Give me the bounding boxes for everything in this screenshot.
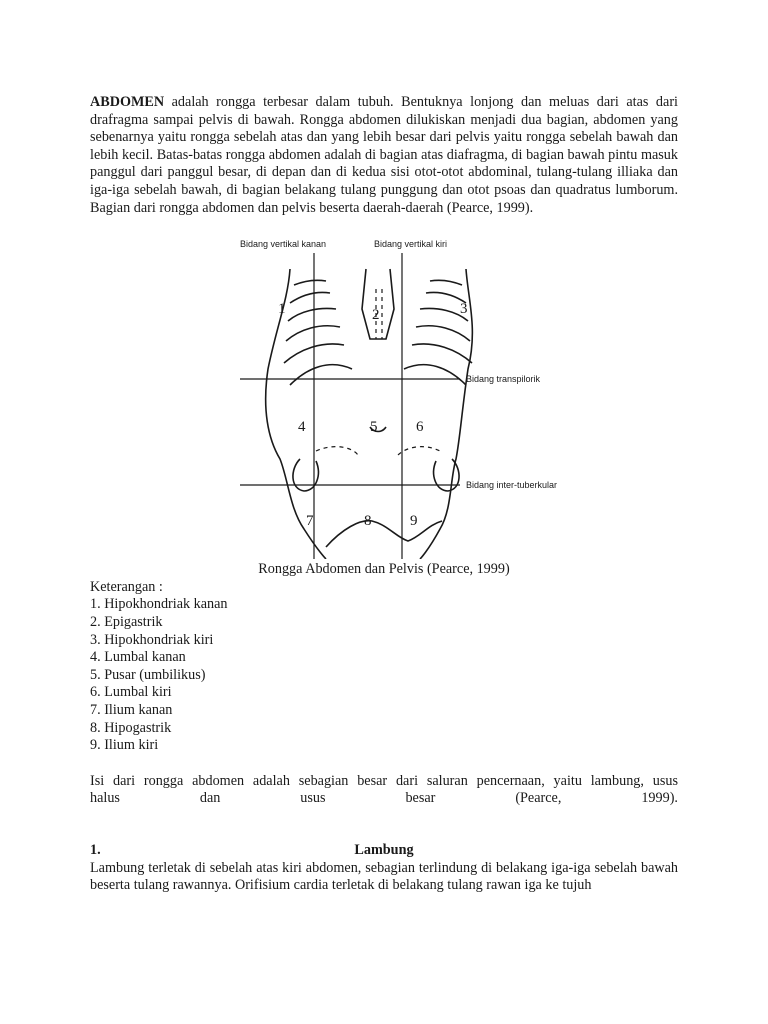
rib-right-4 bbox=[416, 326, 470, 341]
section-number: 1. bbox=[90, 841, 101, 858]
contents-word: besar bbox=[405, 790, 436, 807]
legend-item: 5. Pusar (umbilikus) bbox=[90, 666, 206, 683]
contents-paragraph bbox=[90, 773, 678, 808]
rib-left-6 bbox=[290, 365, 352, 385]
label-vertical-left: Bidang vertikal kiri bbox=[374, 239, 448, 250]
legend-item: 2. Epigastrik bbox=[90, 613, 163, 630]
legend-item: 6. Lumbal kiri bbox=[90, 684, 172, 701]
rib-left-1 bbox=[294, 280, 326, 285]
region-number-1: 1 bbox=[278, 301, 286, 318]
region-number-2: 2 bbox=[372, 307, 380, 324]
rib-left-3 bbox=[288, 309, 336, 322]
legend-item: 8. Hipogastrik bbox=[90, 719, 172, 736]
contents-line-2 bbox=[90, 790, 678, 808]
region-number-9: 9 bbox=[410, 513, 418, 530]
figure-caption: Rongga Abdomen dan Pelvis (Pearce, 1999) bbox=[258, 561, 510, 578]
label-transpyloric: Bidang transpilorik bbox=[466, 374, 541, 385]
legend-item: 9. Ilium kiri bbox=[90, 737, 159, 754]
legend-item: 3. Hipokhondriak kiri bbox=[90, 631, 214, 648]
legend-item: 1. Hipokhondriak kanan bbox=[90, 596, 228, 613]
iliac-crest-right bbox=[434, 459, 459, 491]
label-vertical-right: Bidang vertikal kanan bbox=[240, 239, 327, 250]
contents-line-1: Isi dari rongga abdomen adalah sebagian besar dari saluran pencernaan, yaitu lambung, usus bbox=[90, 772, 678, 789]
reference-planes bbox=[240, 253, 460, 559]
intro-bold-term: ABDOMEN bbox=[90, 94, 165, 110]
legend-item: 4. Lumbal kanan bbox=[90, 649, 186, 666]
contents-word: usus bbox=[300, 790, 326, 807]
dashed-curve-right bbox=[398, 447, 440, 455]
torso-left-edge bbox=[266, 269, 326, 559]
contents-word: (Pearce, bbox=[515, 790, 562, 807]
section-paragraph: Lambung terletak di sebelah atas kiri abdomen, sebagian terlindung di belakang iga-iga sebelah bawah beserta tulang rawannya. Orifisium cardia terletak di belakang tulang rawan iga ke tujuh bbox=[90, 859, 678, 894]
region-number-3: 3 bbox=[460, 301, 468, 318]
rib-left-4 bbox=[286, 326, 340, 341]
region-numbers bbox=[278, 301, 468, 529]
legend-title: Keterangan : bbox=[90, 578, 163, 595]
pelvis-curve bbox=[326, 521, 442, 547]
dashed-curve-left bbox=[316, 447, 358, 455]
rib-right-1 bbox=[430, 280, 462, 285]
intro-text: adalah rongga terbesar dalam tubuh. Bentuknya lonjong dan meluas dari atas dari drafragma sampai pelvis di bawah. Rongga abdomen dilukiskan menjadi dua bagian, abdomen yang sebenarnya yaitu rongga sebelah atas dan yang lebih besar dari pelvis yaitu rongga sebelah bawah dan lebih kecil. Batas-batas rongga abdomen adalah di bagian atas diafragma, di bagian bawah pintu masuk panggul dari panggul besar, di depan dan di kedua sisi otot-otot abdominal, tulang-tulang illiaka dan iga-iga sebelah bawah, di bagian belakang tulang punggung dan otot psoas dan quadratus lumborum. Bagian dari rongga abdomen dan pelvis beserta daerah-daerah (Pearce, 1999). bbox=[90, 94, 678, 216]
rib-left-2 bbox=[290, 293, 330, 304]
legend bbox=[90, 579, 678, 755]
plane-labels bbox=[240, 239, 557, 490]
contents-word: dan bbox=[199, 790, 221, 807]
rib-right-5 bbox=[412, 344, 472, 363]
region-number-4: 4 bbox=[298, 419, 306, 436]
region-number-7: 7 bbox=[306, 513, 314, 530]
region-number-6: 6 bbox=[416, 419, 424, 436]
abdomen-diagram-drawing bbox=[90, 229, 678, 559]
region-number-8: 8 bbox=[364, 513, 372, 530]
contents-word: 1999). bbox=[641, 790, 678, 807]
abdomen-diagram bbox=[90, 229, 678, 559]
document-page bbox=[90, 94, 678, 895]
rib-right-6 bbox=[404, 365, 466, 385]
sternum bbox=[362, 269, 394, 339]
contents-word: halus bbox=[90, 790, 120, 807]
intro-paragraph bbox=[90, 94, 678, 217]
legend-item: 7. Ilium kanan bbox=[90, 701, 173, 718]
section-heading bbox=[90, 842, 678, 860]
label-intertubercular: Bidang inter-tuberkular bbox=[466, 480, 558, 491]
section-title: Lambung bbox=[354, 841, 414, 858]
region-number-5: 5 bbox=[370, 419, 378, 436]
